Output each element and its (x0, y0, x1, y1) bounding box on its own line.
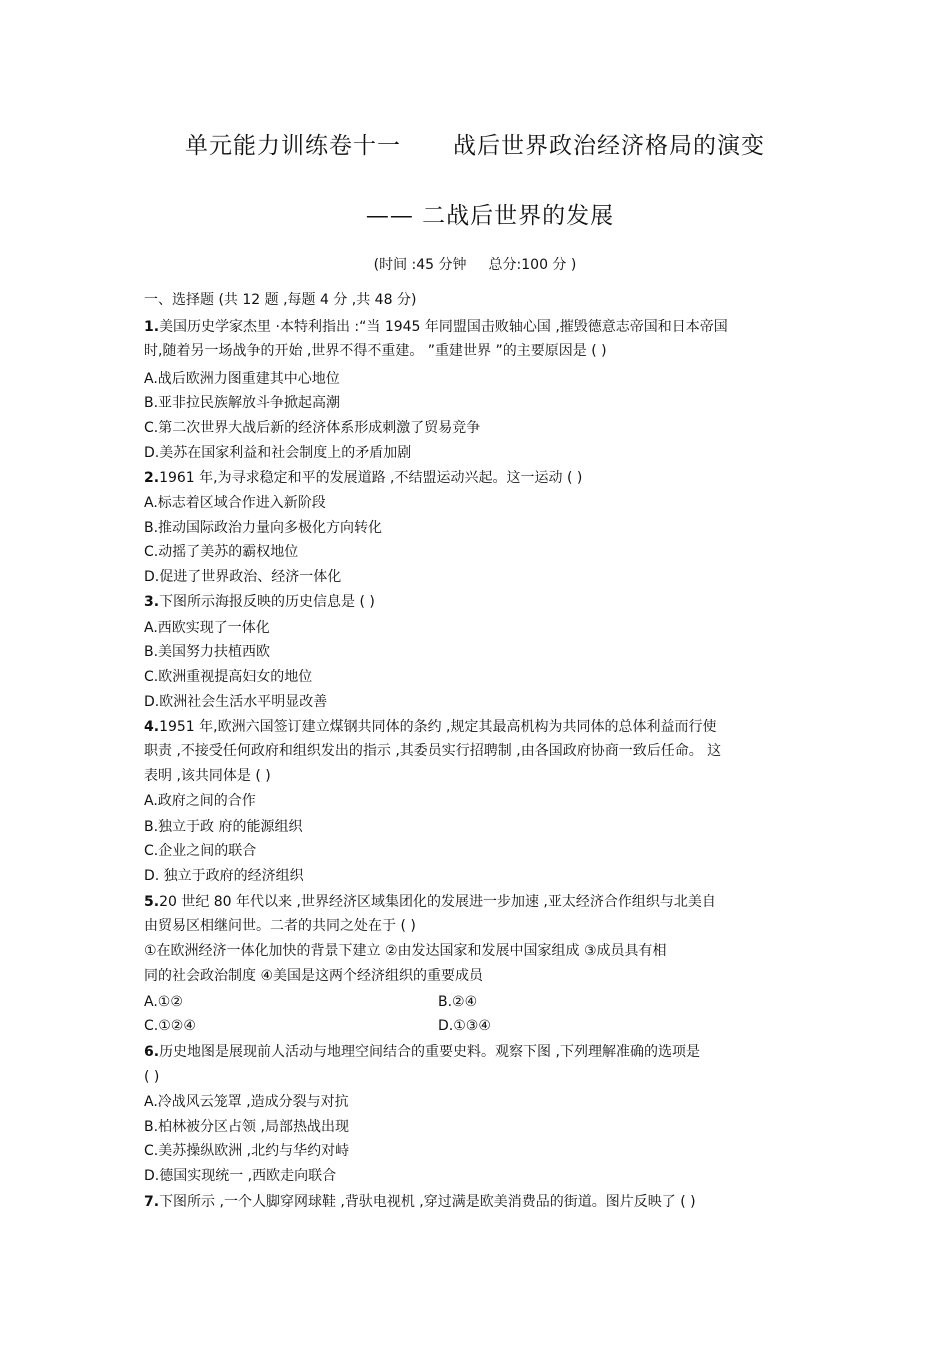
question-text-line (144, 443, 411, 463)
question-text-line (144, 1141, 349, 1161)
exam-meta (0, 254, 950, 274)
question-line (144, 1192, 696, 1212)
question-text-line (144, 966, 483, 986)
option-col2: B.②④ (438, 994, 478, 1010)
question-text-line (144, 841, 256, 861)
line-text: C.动摇了美苏的霸权地位 (144, 544, 299, 560)
question-text-line (144, 667, 312, 687)
question-text-line (144, 817, 303, 837)
question-number: 3. (144, 594, 160, 610)
question-text-line (144, 341, 607, 361)
question-line (144, 317, 728, 337)
line-text: 职责 ,不接受任何政府和组织发出的指示 ,其委员实行招聘制 ,由各国政府协商一致后任命。 这 (144, 743, 722, 759)
question-text-line (144, 1067, 159, 1087)
line-text: B.美国努力扶植西欧 (144, 644, 271, 660)
line-text: 时,随着另一场战争的开始 ,世界不得不重建。 ”重建世界 ”的主要原因是 ( ) (144, 343, 607, 359)
line-text: 下图所示海报反映的历史信息是 ( ) (159, 594, 375, 610)
question-number: 5. (144, 894, 160, 910)
page-subtitle: —— 二战后世界的发展 (365, 203, 615, 229)
line-text: D.促进了世界政治、经济一体化 (144, 569, 342, 585)
exam-score: 总分:100 分 ) (488, 257, 577, 273)
line-text: A.冷战风云笼罩 ,造成分裂与对抗 (144, 1094, 349, 1110)
question-text-line (144, 642, 270, 662)
question-text-line (144, 692, 327, 712)
line-text: ( ) (144, 1069, 160, 1085)
line-text: B.亚非拉民族解放斗争掀起高潮 (144, 395, 341, 411)
line-text: 20 世纪 80 年代以来 ,世界经济区域集团化的发展进一步加速 ,亚太经济合作组织与北美自 (159, 894, 716, 910)
line-text: B.柏林被分区占领 ,局部热战出现 (144, 1119, 349, 1135)
line-text: A.标志着区域合作进入新阶段 (144, 495, 326, 511)
question-text-line (144, 916, 416, 936)
question-text-line (144, 518, 382, 538)
line-text: 下图所示 ,一个人脚穿网球鞋 ,背驮电视机 ,穿过满是欧美消费品的街道。图片反映了 ( ) (159, 1194, 696, 1210)
question-line (144, 592, 375, 612)
line-text: D. 独立于政府的经济组织 (144, 868, 304, 884)
line-text: A.战后欧洲力图重建其中心地位 (144, 371, 340, 387)
question-text-line (144, 791, 256, 811)
section-heading: 一、选择题 (共 12 题 ,每题 4 分 ,共 48 分) (144, 292, 417, 308)
line-text: B.推动国际政治力量向多极化方向转化 (144, 520, 383, 536)
line-text: D.美苏在国家利益和社会制度上的矛盾加剧 (144, 445, 412, 461)
question-text-line (144, 493, 326, 513)
question-text-line (144, 369, 340, 389)
question-number: 1. (144, 319, 160, 335)
option-col2: D.①③④ (438, 1018, 491, 1034)
exam-time: (时间 :45 分钟 (373, 257, 467, 273)
question-text-line (144, 1166, 336, 1186)
line-text: D.欧洲社会生活水平明显改善 (144, 694, 328, 710)
title-left: 单元能力训练卷十一 (185, 133, 401, 159)
question-number: 6. (144, 1044, 160, 1060)
line-text: C.欧洲重视提高妇女的地位 (144, 669, 313, 685)
line-text: C.企业之间的联合 (144, 843, 257, 859)
question-text-line (144, 542, 298, 562)
line-text: C.①②④ (144, 1018, 196, 1034)
line-text: 表明 ,该共同体是 ( ) (144, 768, 271, 784)
line-text: ①在欧洲经济一体化加快的背景下建立 ②由发达国家和发展中国家组成 ③成员具有相 (144, 943, 667, 959)
line-text: A.政府之间的合作 (144, 793, 256, 809)
question-text-line (144, 618, 270, 638)
page-title (0, 127, 950, 160)
question-text-line (144, 766, 271, 786)
line-text: 历史地图是展现前人活动与地理空间结合的重要史料。观察下图 ,下列理解准确的选项是 (159, 1044, 700, 1060)
question-text-line (144, 1117, 349, 1137)
line-text: 1961 年,为寻求稳定和平的发展道路 ,不结盟运动兴起。这一运动 ( ) (159, 470, 583, 486)
line-text: B.独立于政 府的能源组织 (144, 819, 303, 835)
question-number: 4. (144, 719, 160, 735)
line-text: A.西欧实现了一体化 (144, 620, 270, 636)
line-text: C.美苏操纵欧洲 ,北约与华约对峙 (144, 1143, 350, 1159)
question-text-line (144, 418, 480, 438)
question-line (144, 1042, 700, 1062)
line-text: 由贸易区相继问世。二者的共同之处在于 ( ) (144, 918, 416, 934)
question-text-line (144, 567, 341, 587)
line-text: 美国历史学家杰里 ·本特利指出 :“当 1945 年同盟国击败轴心国 ,摧毁德意志帝国和日本帝国 (159, 319, 728, 335)
question-text-line (144, 1016, 544, 1036)
line-text: A.①② (144, 994, 183, 1010)
title-right: 战后世界政治经济格局的演变 (453, 133, 765, 159)
question-line (144, 468, 582, 488)
question-text-line (144, 1092, 349, 1112)
line-text: D.德国实现统一 ,西欧走向联合 (144, 1168, 337, 1184)
question-line (144, 717, 717, 737)
question-text-line (144, 866, 304, 886)
question-text-line (144, 393, 340, 413)
line-text: C.第二次世界大战后新的经济体系形成刺激了贸易竞争 (144, 420, 481, 436)
question-text-line (144, 992, 544, 1012)
question-line (144, 892, 716, 912)
line-text: 同的社会政治制度 ④美国是这两个经济组织的重要成员 (144, 968, 483, 984)
question-number: 7. (144, 1194, 160, 1210)
question-text-line (144, 741, 721, 761)
line-text: 1951 年,欧洲六国签订建立煤钢共同体的条约 ,规定其最高机构为共同体的总体利益而行使 (159, 719, 717, 735)
question-number: 2. (144, 470, 160, 486)
question-text-line (144, 941, 667, 961)
